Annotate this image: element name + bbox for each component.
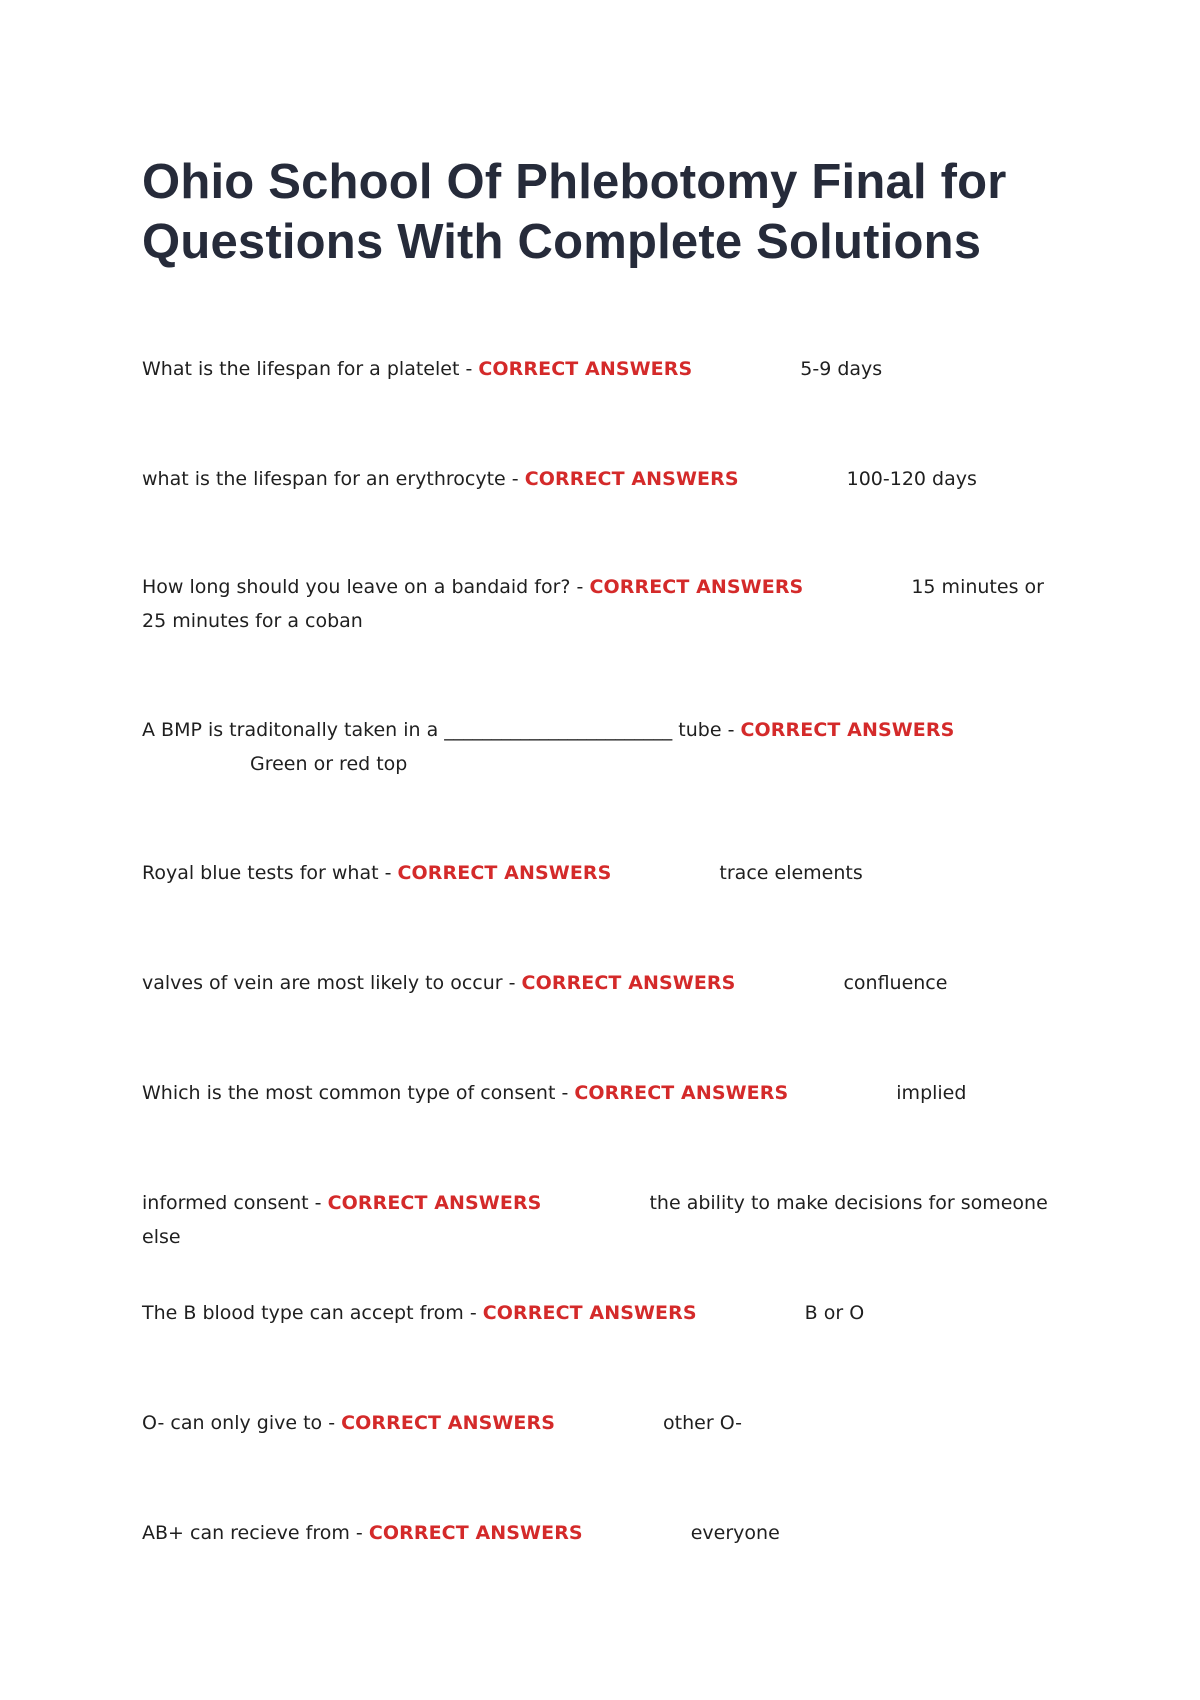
question-text: How long should you leave on a bandaid for? [142, 576, 571, 598]
qa-item [142, 1186, 1062, 1254]
qa-item [142, 570, 1062, 638]
separator: - [727, 719, 741, 741]
question-text: What is the lifespan for a platelet [142, 358, 460, 380]
question-text: O- can only give to [142, 1412, 323, 1434]
separator: - [328, 1412, 342, 1434]
correct-answers-label: CORRECT ANSWERS [521, 972, 736, 994]
question-text: A BMP is traditonally taken in a ________________________ tube [142, 719, 722, 741]
separator: - [508, 972, 522, 994]
correct-answers-label: CORRECT ANSWERS [368, 1522, 583, 1544]
question-text: The B blood type can accept from [142, 1302, 464, 1324]
separator: - [384, 862, 398, 884]
correct-answers-label: CORRECT ANSWERS [397, 862, 612, 884]
separator: - [355, 1522, 369, 1544]
qa-item [142, 1406, 1062, 1440]
correct-answers-label: CORRECT ANSWERS [327, 1192, 542, 1214]
answer-text: trace elements [719, 862, 863, 884]
question-text: Which is the most common type of consent [142, 1082, 556, 1104]
separator: - [469, 1302, 483, 1324]
correct-answers-label: CORRECT ANSWERS [589, 576, 804, 598]
qa-item [142, 1516, 1062, 1550]
separator: - [561, 1082, 575, 1104]
question-text: Royal blue tests for what [142, 862, 379, 884]
answer-text: 100-120 days [846, 468, 977, 490]
separator: - [314, 1192, 328, 1214]
qa-item [142, 462, 1062, 496]
qa-item [142, 966, 1062, 1000]
separator: - [511, 468, 525, 490]
question-text: valves of vein are most likely to occur [142, 972, 503, 994]
question-text: AB+ can recieve from [142, 1522, 350, 1544]
answer-text: 15 minutes or 25 minutes for a coban [142, 576, 1044, 632]
answer-text: other O- [663, 1412, 743, 1434]
answer-text: B or O [804, 1302, 865, 1324]
answer-text: the ability to make decisions for someone else [142, 1192, 1048, 1248]
correct-answers-label: CORRECT ANSWERS [482, 1302, 697, 1324]
qa-item [142, 713, 1062, 781]
separator: - [465, 358, 479, 380]
title-line-2: Questions With Complete Solutions [142, 215, 982, 269]
title-line-1: Ohio School Of Phlebotomy Final for [142, 155, 1007, 209]
document-title [142, 152, 1102, 272]
separator: - [576, 576, 590, 598]
question-text: what is the lifespan for an erythrocyte [142, 468, 506, 490]
correct-answers-label: CORRECT ANSWERS [574, 1082, 789, 1104]
answer-text: implied [896, 1082, 967, 1104]
answer-text: confluence [843, 972, 948, 994]
answer-text: 5-9 days [800, 358, 883, 380]
qa-item [142, 1296, 1062, 1330]
correct-answers-label: CORRECT ANSWERS [478, 358, 693, 380]
qa-item [142, 1076, 1062, 1110]
correct-answers-label: CORRECT ANSWERS [740, 719, 955, 741]
qa-item [142, 352, 1062, 386]
correct-answers-label: CORRECT ANSWERS [524, 468, 739, 490]
answer-text: everyone [690, 1522, 780, 1544]
question-text: informed consent [142, 1192, 309, 1214]
qa-item [142, 856, 1062, 890]
answer-text: Green or red top [250, 753, 408, 775]
correct-answers-label: CORRECT ANSWERS [341, 1412, 556, 1434]
